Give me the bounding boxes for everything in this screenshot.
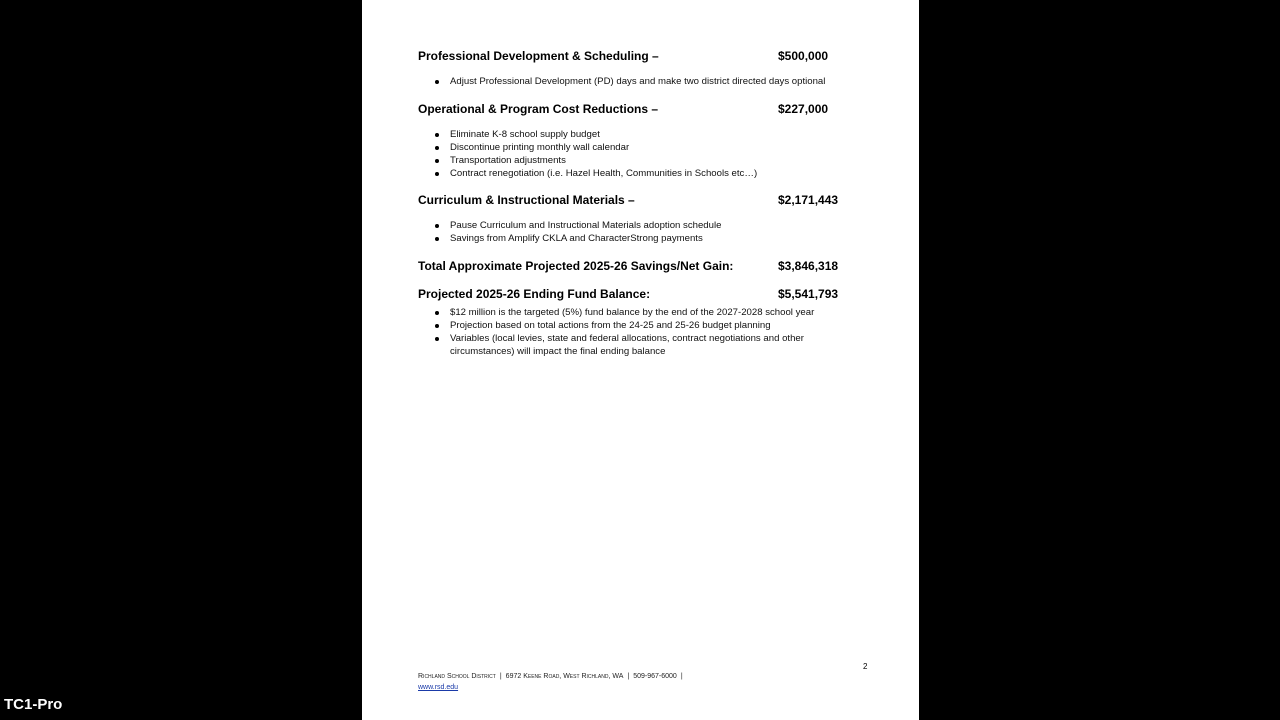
- section-title-curriculum-materials: Curriculum & Instructional Materials –: [418, 193, 635, 207]
- bullet-icon: [435, 237, 439, 241]
- footer-district: Richland School District: [418, 673, 496, 680]
- footer-website-link[interactable]: www.rsd.edu: [418, 684, 459, 691]
- list-item: [432, 332, 832, 358]
- bullet-icon: [435, 324, 439, 328]
- list-item: [432, 167, 852, 180]
- footer-address: 6972 Keene Road, West Richland, WA: [505, 673, 624, 680]
- bullet-icon: [435, 172, 439, 176]
- section-amount-operational-cost-reductions: $227,000: [778, 102, 829, 116]
- bullet-icon: [435, 159, 439, 163]
- bullet-icon: [435, 337, 439, 341]
- bullet-list-curriculum-materials: [432, 219, 852, 245]
- list-item-text: Variables (local levies, state and federal allocations, contract negotiations and other circumstances) will impact the final ending balance: [450, 333, 804, 357]
- list-item: [432, 141, 852, 154]
- stream-label: TC1-Pro: [4, 696, 63, 713]
- list-item: [432, 306, 832, 319]
- list-item-text: Eliminate K-8 school supply budget: [450, 129, 600, 140]
- bullet-list-professional-development: [432, 75, 852, 88]
- list-item-text: $12 million is the targeted (5%) fund balance by the end of the 2027-2028 school year: [450, 307, 815, 318]
- bullet-icon: [435, 80, 439, 84]
- list-item: [432, 219, 852, 232]
- footer-separator: |: [680, 673, 683, 680]
- section-title-total-savings: Total Approximate Projected 2025-26 Savings/Net Gain:: [418, 259, 734, 273]
- list-item-text: Contract renegotiation (i.e. Hazel Health, Communities in Schools etc…): [450, 168, 758, 179]
- footer: [418, 673, 687, 680]
- document-page: [362, 0, 919, 720]
- list-item: [432, 75, 852, 88]
- list-item: [432, 232, 852, 245]
- footer-separator: |: [499, 673, 502, 680]
- section-title-operational-cost-reductions: Operational & Program Cost Reductions –: [418, 102, 659, 116]
- bullet-icon: [435, 224, 439, 228]
- bullet-icon: [435, 133, 439, 137]
- list-item-text: Pause Curriculum and Instructional Materials adoption schedule: [450, 220, 722, 231]
- list-item: [432, 128, 852, 141]
- bullet-icon: [435, 146, 439, 150]
- bullet-list-operational-cost-reductions: [432, 128, 852, 180]
- list-item-text: Savings from Amplify CKLA and CharacterStrong payments: [450, 233, 703, 244]
- list-item: [432, 154, 852, 167]
- footer-phone: 509-967-6000: [633, 673, 677, 680]
- list-item-text: Projection based on total actions from the 24-25 and 25-26 budget planning: [450, 320, 771, 331]
- list-item-text: Adjust Professional Development (PD) days and make two district directed days optional: [450, 76, 826, 87]
- section-title-ending-fund-balance: Projected 2025-26 Ending Fund Balance:: [418, 287, 651, 301]
- section-amount-professional-development: $500,000: [778, 49, 829, 63]
- list-item-text: Transportation adjustments: [450, 155, 566, 166]
- section-amount-curriculum-materials: $2,171,443: [778, 193, 839, 207]
- section-amount-total-savings: $3,846,318: [778, 259, 839, 273]
- list-item: [432, 319, 832, 332]
- bullet-icon: [435, 311, 439, 315]
- footer-separator: |: [627, 673, 630, 680]
- section-amount-ending-fund-balance: $5,541,793: [778, 287, 839, 301]
- list-item-text: Discontinue printing monthly wall calendar: [450, 142, 630, 153]
- section-title-professional-development: Professional Development & Scheduling –: [418, 49, 659, 63]
- bullet-list-ending-fund-balance: [432, 306, 832, 358]
- page-number: 2: [863, 662, 868, 671]
